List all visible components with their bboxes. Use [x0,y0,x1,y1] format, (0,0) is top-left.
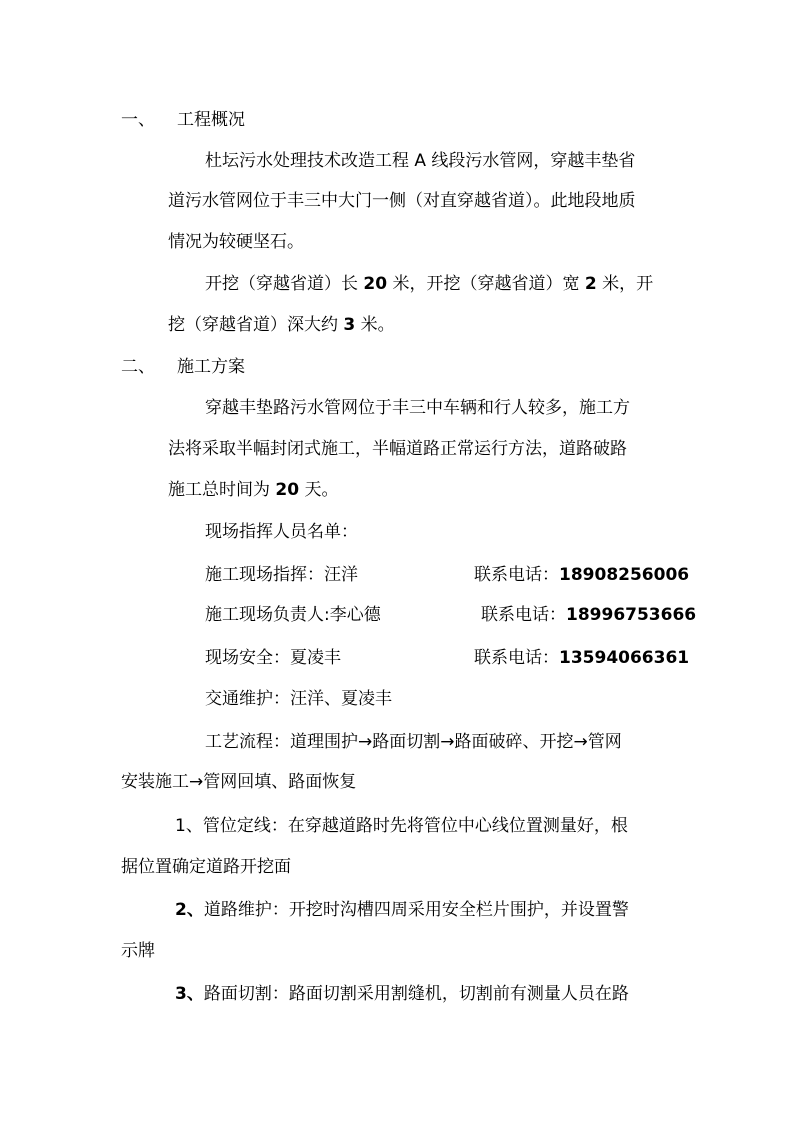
step-2-line: 示牌 [121,941,155,961]
paragraph-line: 开挖（穿越省道）长 20 米，开挖（穿越省道）宽 2 米，开 [205,274,654,294]
section-1-title: 工程概况 [177,110,245,130]
step-3-line: 3、路面切割：路面切割采用割缝机，切割前有测量人员在路 [175,984,629,1004]
staff-row: 交通维护：汪洋、夏凌丰 [205,689,392,709]
section-2-title: 施工方案 [177,357,245,377]
staff-phone: 联系电话：18996753666 [481,605,697,625]
paragraph-line: 挖（穿越省道）深大约 3 米。 [168,315,395,335]
section-2-heading [121,356,245,378]
paragraph-line: 道污水管网位于丰三中大门一侧（对直穿越省道）。此地段地质 [168,191,636,211]
paragraph-line: 法将采取半幅封闭式施工，半幅道路正常运行方法，道路破路 [168,439,627,459]
staff-phone: 联系电话：18908256006 [474,565,690,585]
paragraph-line: 安装施工→管网回填、路面恢复 [121,772,357,792]
section-2-number: 二、 [121,357,155,377]
paragraph-line: 施工总时间为 20 天。 [168,480,339,500]
paragraph-line: 工艺流程：道理围护→路面切割→路面破碎、开挖→管网 [205,732,622,752]
staff-row: 施工现场负责人:李心德 [205,605,381,625]
step-1-line: 1、管位定线：在穿越道路时先将管位中心线位置测量好，根 [175,816,628,836]
paragraph-line: 情况为较硬坚石。 [168,232,304,252]
step-1-line: 据位置确定道路开挖面 [121,857,291,877]
paragraph-line: 杜坛污水处理技术改造工程 A 线段污水管网，穿越丰垫省 [205,151,636,171]
section-1-number: 一、 [121,110,155,130]
staff-phone: 联系电话：13594066361 [474,648,690,668]
section-1-heading [121,109,245,131]
staff-row: 施工现场指挥：汪洋 [205,565,358,585]
step-2-line: 2、道路维护：开挖时沟槽四周采用安全栏片围护，并设置警 [175,900,629,920]
paragraph-line: 穿越丰垫路污水管网位于丰三中车辆和行人较多，施工方 [205,398,630,418]
staff-row: 现场安全：夏凌丰 [205,648,341,668]
staff-list-heading: 现场指挥人员名单： [205,522,358,542]
